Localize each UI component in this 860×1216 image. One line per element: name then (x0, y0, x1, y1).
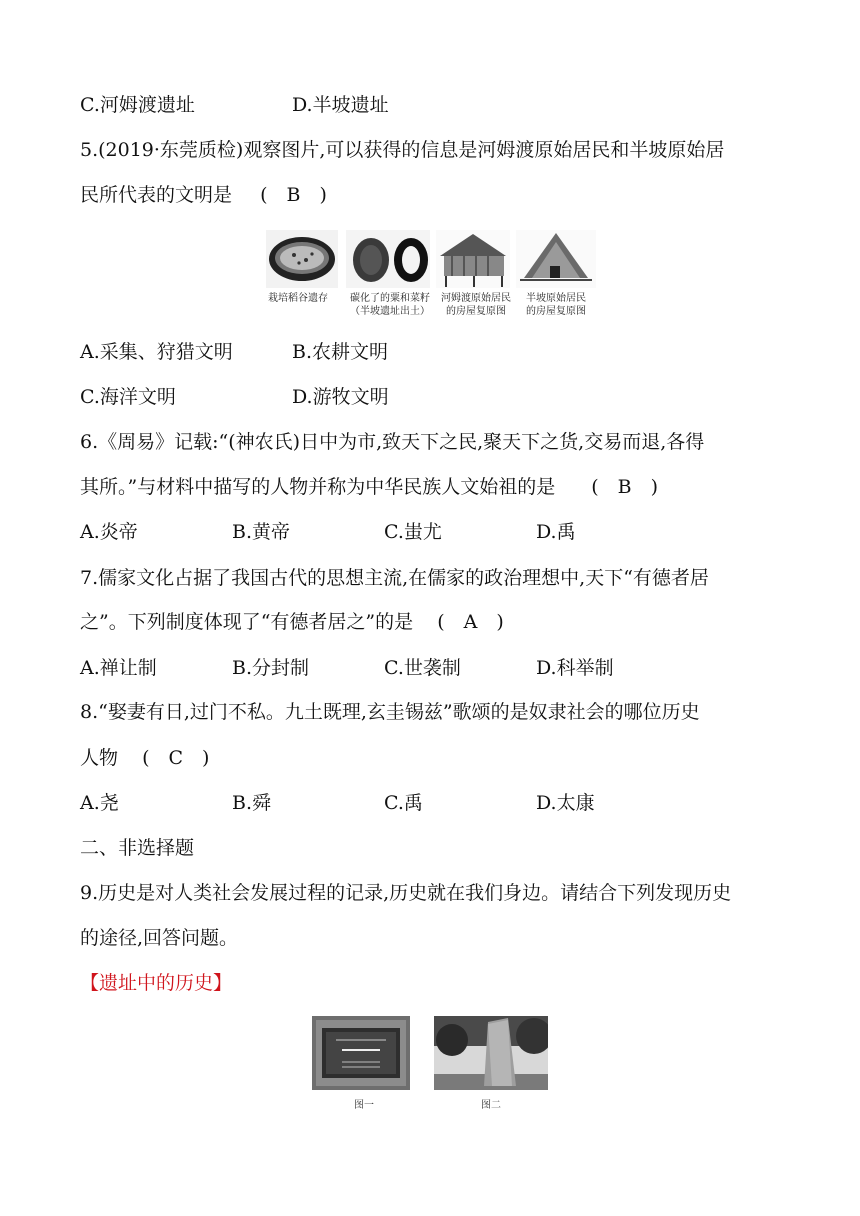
hemudu-house-photo (436, 230, 510, 288)
option-d: D.游牧文明 (292, 386, 389, 408)
rice-remains-photo (266, 230, 338, 288)
question-7-stem-text: 之”。下列制度体现了“有德者居之”的是 (80, 611, 414, 633)
figure-1-stele-photo (312, 1016, 410, 1090)
question-5-stem-line2 (80, 183, 327, 207)
question-7-answer: ( A ) (437, 611, 504, 633)
figure-2-monument-photo (434, 1016, 548, 1090)
option-b: B.舜 (232, 792, 272, 814)
question-8-stem-line2 (80, 746, 209, 770)
option-c: C.河姆渡遗址 (80, 94, 195, 116)
question-5-answer: ( B ) (260, 184, 327, 206)
option-c: C.蚩尤 (384, 521, 442, 543)
question-6-stem-line2 (80, 475, 658, 499)
option-c: C.海洋文明 (80, 386, 176, 408)
photo-caption-3: 河姆渡原始居民 的房屋复原图 (441, 293, 511, 317)
section-heading: 二、非选择题 (80, 837, 195, 859)
option-a: A.采集、狩猎文明 (80, 341, 233, 363)
figure-2-caption: 图二 (481, 1100, 501, 1111)
question-7-stem-line2 (80, 610, 504, 634)
photo-caption-1: 栽培稻谷遗存 (268, 293, 328, 304)
photo-caption-2: 碳化了的粟和菜籽 （半坡遗址出土） (350, 293, 430, 317)
banpo-house-photo (516, 230, 596, 288)
option-a: A.禅让制 (80, 657, 157, 679)
question-6-stem-line1: 6.《周易》记载:“(神农氏)日中为市,致天下之民,聚天下之货,交易而退,各得 (80, 431, 705, 453)
question-5-stem-text: 民所代表的文明是 (80, 184, 233, 206)
question-8-stem-text: 人物 (80, 747, 119, 769)
question-6-answer: ( B ) (591, 476, 659, 498)
question-9-stem-line2: 的途径,回答问题。 (80, 927, 239, 949)
option-a: A.炎帝 (80, 521, 138, 543)
option-b: B.农耕文明 (292, 341, 389, 363)
option-d: D.科举制 (536, 657, 614, 679)
photo-caption-4: 半坡原始居民 的房屋复原图 (526, 293, 586, 317)
question-5-stem-line1: 5.(2019·东莞质检)观察图片,可以获得的信息是河姆渡原始居民和半坡原始居 (80, 139, 725, 161)
question-8-stem-line1: 8.“娶妻有日,过门不私。九土既理,玄圭锡兹”歌颂的是奴隶社会的哪位历史 (80, 701, 700, 723)
option-c: C.世袭制 (384, 657, 461, 679)
q9-figures (312, 1016, 548, 1090)
option-d: D.太康 (536, 792, 595, 814)
q5-photo-strip (266, 230, 596, 320)
question-8-answer: ( C ) (142, 747, 210, 769)
option-d: D.禹 (536, 521, 576, 543)
option-a: A.尧 (80, 792, 119, 814)
question-7-stem-line1: 7.儒家文化占据了我国古代的思想主流,在儒家的政治理想中,天下“有德者居 (80, 567, 709, 589)
option-b: B.分封制 (232, 657, 310, 679)
q5-photos (266, 230, 596, 288)
figure-1-caption: 图一 (354, 1100, 374, 1111)
subsection-heading: 【遗址中的历史】 (80, 972, 233, 994)
option-c: C.禹 (384, 792, 423, 814)
option-b: B.黄帝 (232, 521, 291, 543)
question-9-stem-line1: 9.历史是对人类社会发展过程的记录,历史就在我们身边。请结合下列发现历史 (80, 882, 732, 904)
option-d: D.半坡遗址 (292, 94, 389, 116)
question-6-stem-text: 其所。”与材料中描写的人物并称为中华民族人文始祖的是 (80, 476, 556, 498)
carbonized-millet-photo (346, 230, 430, 288)
